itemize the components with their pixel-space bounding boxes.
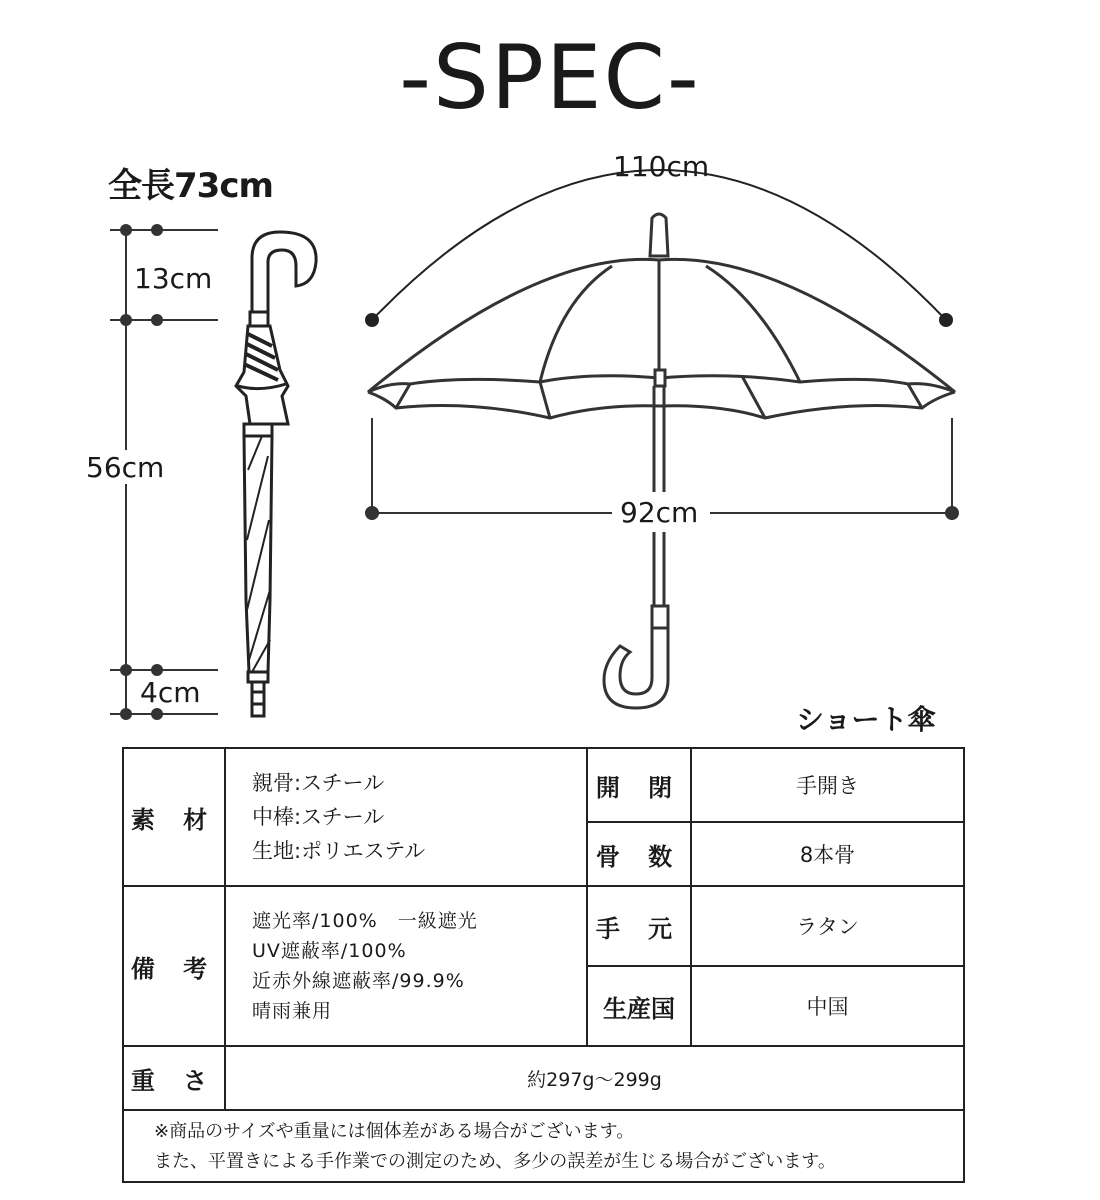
weight-label: 重 さ bbox=[123, 1046, 225, 1110]
footnote-line: ※商品のサイズや重量には個体差がある場合がございます。 bbox=[154, 1121, 635, 1142]
open-umbrella-drawing bbox=[368, 214, 955, 708]
footnote bbox=[123, 1110, 964, 1182]
notes-line: UV遮蔽率/100% bbox=[252, 940, 407, 962]
material-value bbox=[225, 748, 587, 886]
closed-umbrella-drawing bbox=[236, 232, 316, 716]
material-line: 中棒:スチール bbox=[252, 805, 385, 829]
spec-table bbox=[122, 747, 965, 1183]
product-type-label: ショート傘 bbox=[796, 703, 936, 736]
open-label: 開 閉 bbox=[587, 748, 691, 822]
notes-label: 備 考 bbox=[123, 886, 225, 1046]
notes-line: 遮光率/100% 一級遮光 bbox=[252, 910, 478, 932]
ribs-value: 8本骨 bbox=[691, 822, 964, 886]
origin-label: 生産国 bbox=[587, 966, 691, 1046]
handle-label: 手 元 bbox=[587, 886, 691, 966]
total-length-label: 全長73cm bbox=[108, 166, 273, 206]
notes-value bbox=[225, 886, 587, 1046]
material-line: 親骨:スチール bbox=[252, 771, 385, 795]
arc-length-label: 110cm bbox=[613, 150, 710, 183]
page-title: -SPEC- bbox=[399, 26, 701, 129]
footnote-line: また、平置きによる手作業での測定のため、多少の誤差が生じる場合がございます。 bbox=[154, 1151, 836, 1172]
tip-length-label: 4cm bbox=[140, 676, 201, 709]
span-width-label: 92cm bbox=[620, 496, 699, 529]
open-value: 手開き bbox=[691, 748, 964, 822]
material-label: 素 材 bbox=[123, 748, 225, 886]
material-line: 生地:ポリエステル bbox=[252, 839, 426, 863]
notes-line: 近赤外線遮蔽率/99.9% bbox=[252, 970, 465, 992]
weight-value: 約297g～299g bbox=[225, 1046, 964, 1110]
origin-value: 中国 bbox=[691, 966, 964, 1046]
notes-line: 晴雨兼用 bbox=[252, 1000, 333, 1022]
body-length-label: 56cm bbox=[86, 451, 165, 484]
ribs-label: 骨 数 bbox=[587, 822, 691, 886]
handle-length-label: 13cm bbox=[134, 262, 213, 295]
handle-value: ラタン bbox=[691, 886, 964, 966]
